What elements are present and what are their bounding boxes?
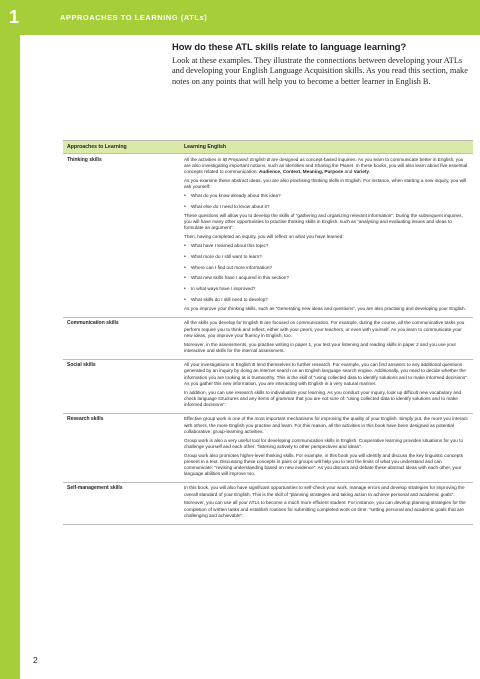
list-item: • What skills do I still need to develop? <box>184 296 268 303</box>
paragraph: These questions will allow you to develop the skills of “gathering and organizing relevant information”. During the subsequent inquiries, you will have many other opportunities to practise thinking skills in English, such as “analysing and evaluating issues and ideas to formulate an argument”. <box>184 213 463 231</box>
bullet-icon: • <box>184 286 186 293</box>
table-row-research-skills <box>63 413 473 482</box>
paragraph: As you improve your thinking skills, such as “Generating new ideas and questions”, you are also practising and developing your English. <box>184 306 466 312</box>
paragraph: Then, having completed an inquiry, you will reflect on what you have learned: <box>184 234 344 240</box>
skill-label: Thinking skills <box>63 154 180 318</box>
bullet-icon: • <box>184 264 186 271</box>
bullet-icon: • <box>184 243 186 249</box>
bullet-list <box>184 243 470 303</box>
list-item: • What have I learned about this topic? <box>184 243 269 249</box>
chapter-title: APPROACHES TO LEARNING (ATLs) <box>60 13 208 22</box>
bullet-icon: • <box>184 275 186 282</box>
section-heading: How do these ATL skills relate to language learning? <box>172 41 407 52</box>
paragraph: In this book, you will also have significant opportunities to self-check your work, manage errors and develop strategies for improving the overall standard of your English. This is the skill of “planning strategies and taking action to achieve personal and academic goals”. <box>184 485 465 497</box>
paragraph: As you examine these abstract ideas, you are also practising thinking skills in English. For instance, when starting a new inquiry, you will ask yourself: <box>184 178 467 190</box>
table-row-social-skills <box>63 359 473 413</box>
bullet-icon: • <box>184 193 186 199</box>
skill-label: Social skills <box>63 359 180 413</box>
paragraph: In addition, you can use research skills to individualize your learning. As you conduct your inquiry, look up difficult new vocabulary and check language structures and any items of grammar that you are not sure of: “using collected data to identify solutions and to make informed decisions”. <box>184 389 462 407</box>
list-item: • What else do I need to know about it? <box>184 203 270 210</box>
page-corner-curve <box>20 35 50 65</box>
skill-label: Self-management skills <box>63 482 180 524</box>
table-header-row <box>63 141 473 154</box>
table-row-communication-skills <box>63 317 473 359</box>
atl-skills-table <box>63 140 473 525</box>
column-header-learning-english: Learning English <box>180 141 473 154</box>
book-title: IB Prepared: English B <box>222 156 270 162</box>
chapter-sidebar <box>0 0 20 679</box>
chapter-number: 1 <box>9 7 20 27</box>
paragraph: Group work also promotes higher-level thinking skills. For example, in this book you will identify and discuss the key linguistic concepts present in a text. Discussing these concepts in pairs or groups will help you to test the limits of what you understand and can communicate: “revising understanding based on new evidence”. As you discuss and debate these abstract ideas with each other, your language abilities will improve too. <box>184 452 464 477</box>
list-item: • What do you know already about this idea? <box>184 193 281 199</box>
skill-description <box>180 359 473 413</box>
list-item: • Where can I find out more information? <box>184 264 273 271</box>
bullet-list <box>184 193 470 210</box>
paragraph: All the activities in IB Prepared: English B are designed as concept-based inquiries. As you learn to communicate better in English, you are also investigating important notions, such as Identities and Sharing the Planet. In these books, you will also learn about five essential concepts related to communication: Audience, Context, Meaning, Purpose and Variety. <box>184 156 468 175</box>
intro-paragraph: Look at these examples. They illustrate the connections between developing your ATLs and developing your English Language Acquisition skills. As you read this section, make notes on any points that will help you to become a better learner in English B. <box>172 56 468 86</box>
skill-description <box>180 317 473 359</box>
bullet-icon: • <box>184 296 186 303</box>
paragraph: Group work is also a very useful tool for developing communication skills in English. Cooperative learning provides situations for you to challenge yourself and each other: “listening actively to other perspectives and ideas”. <box>184 437 464 449</box>
skill-description <box>180 482 473 524</box>
paragraph: All the skills you develop for English B are focused on communication. For example, during the course, all the communicative tasks you perform require you to think and reflect, either with your peers, your teachers, or even with yourself. As you learn to communicate your new ideas, you improve your fluency in English, too. <box>184 320 465 338</box>
list-item: • What more do I still want to learn? <box>184 253 262 260</box>
paragraph: Moreover, in the assessments, you practise writing in paper 1, you test your listening and reading skills in paper 2 and you use your interactive oral skills for the internal assessment. <box>184 341 457 353</box>
key-concepts: Audience, Context, Meaning, Purpose <box>259 169 344 175</box>
bullet-icon: • <box>184 253 186 260</box>
paragraph: Moreover, you can use all your ATLs to become a much more efficient student. For instance, you can develop planning strategies for the completion of written tasks and establish routines for submitting completed work on time: “setting personal and academic goals that are challenging and achievable”. <box>184 500 466 518</box>
table-row-thinking-skills <box>63 154 473 318</box>
skill-description <box>180 413 473 482</box>
list-item: • What new skills have I acquired in this section? <box>184 275 289 282</box>
skill-label: Research skills <box>63 413 180 482</box>
bullet-icon: • <box>184 203 186 210</box>
column-header-approaches: Approaches to Learning <box>63 141 180 154</box>
table-row-self-management-skills <box>63 482 473 524</box>
page-number: 2 <box>33 655 38 665</box>
skill-label: Communication skills <box>63 317 180 359</box>
paragraph: All your investigations in English B lend themselves to further research. For example, you can find answers to any additional questions generated by an inquiry by doing an internet search on an English language search engine. Additionally, you need to decide whether the information you are looking at is trustworthy. This is the skill of “using collected data to identify solutions and to make informed decisions”. As you gather this new information, you are interacting with English in a very natural manner. <box>184 362 469 386</box>
skill-description <box>180 154 473 318</box>
sidebar-lower-band <box>0 662 20 679</box>
key-concept-variety: Variety <box>353 169 370 175</box>
paragraph: Effective group work is one of the most important mechanisms for improving the quality of your English. Simply put, the more you interact with others, the more English you practise and learn. For this reason, all the activities in this book have been designed as potential collaborative, group-learning activities. <box>184 416 468 434</box>
list-item: • In what ways have I improved? <box>184 286 256 293</box>
